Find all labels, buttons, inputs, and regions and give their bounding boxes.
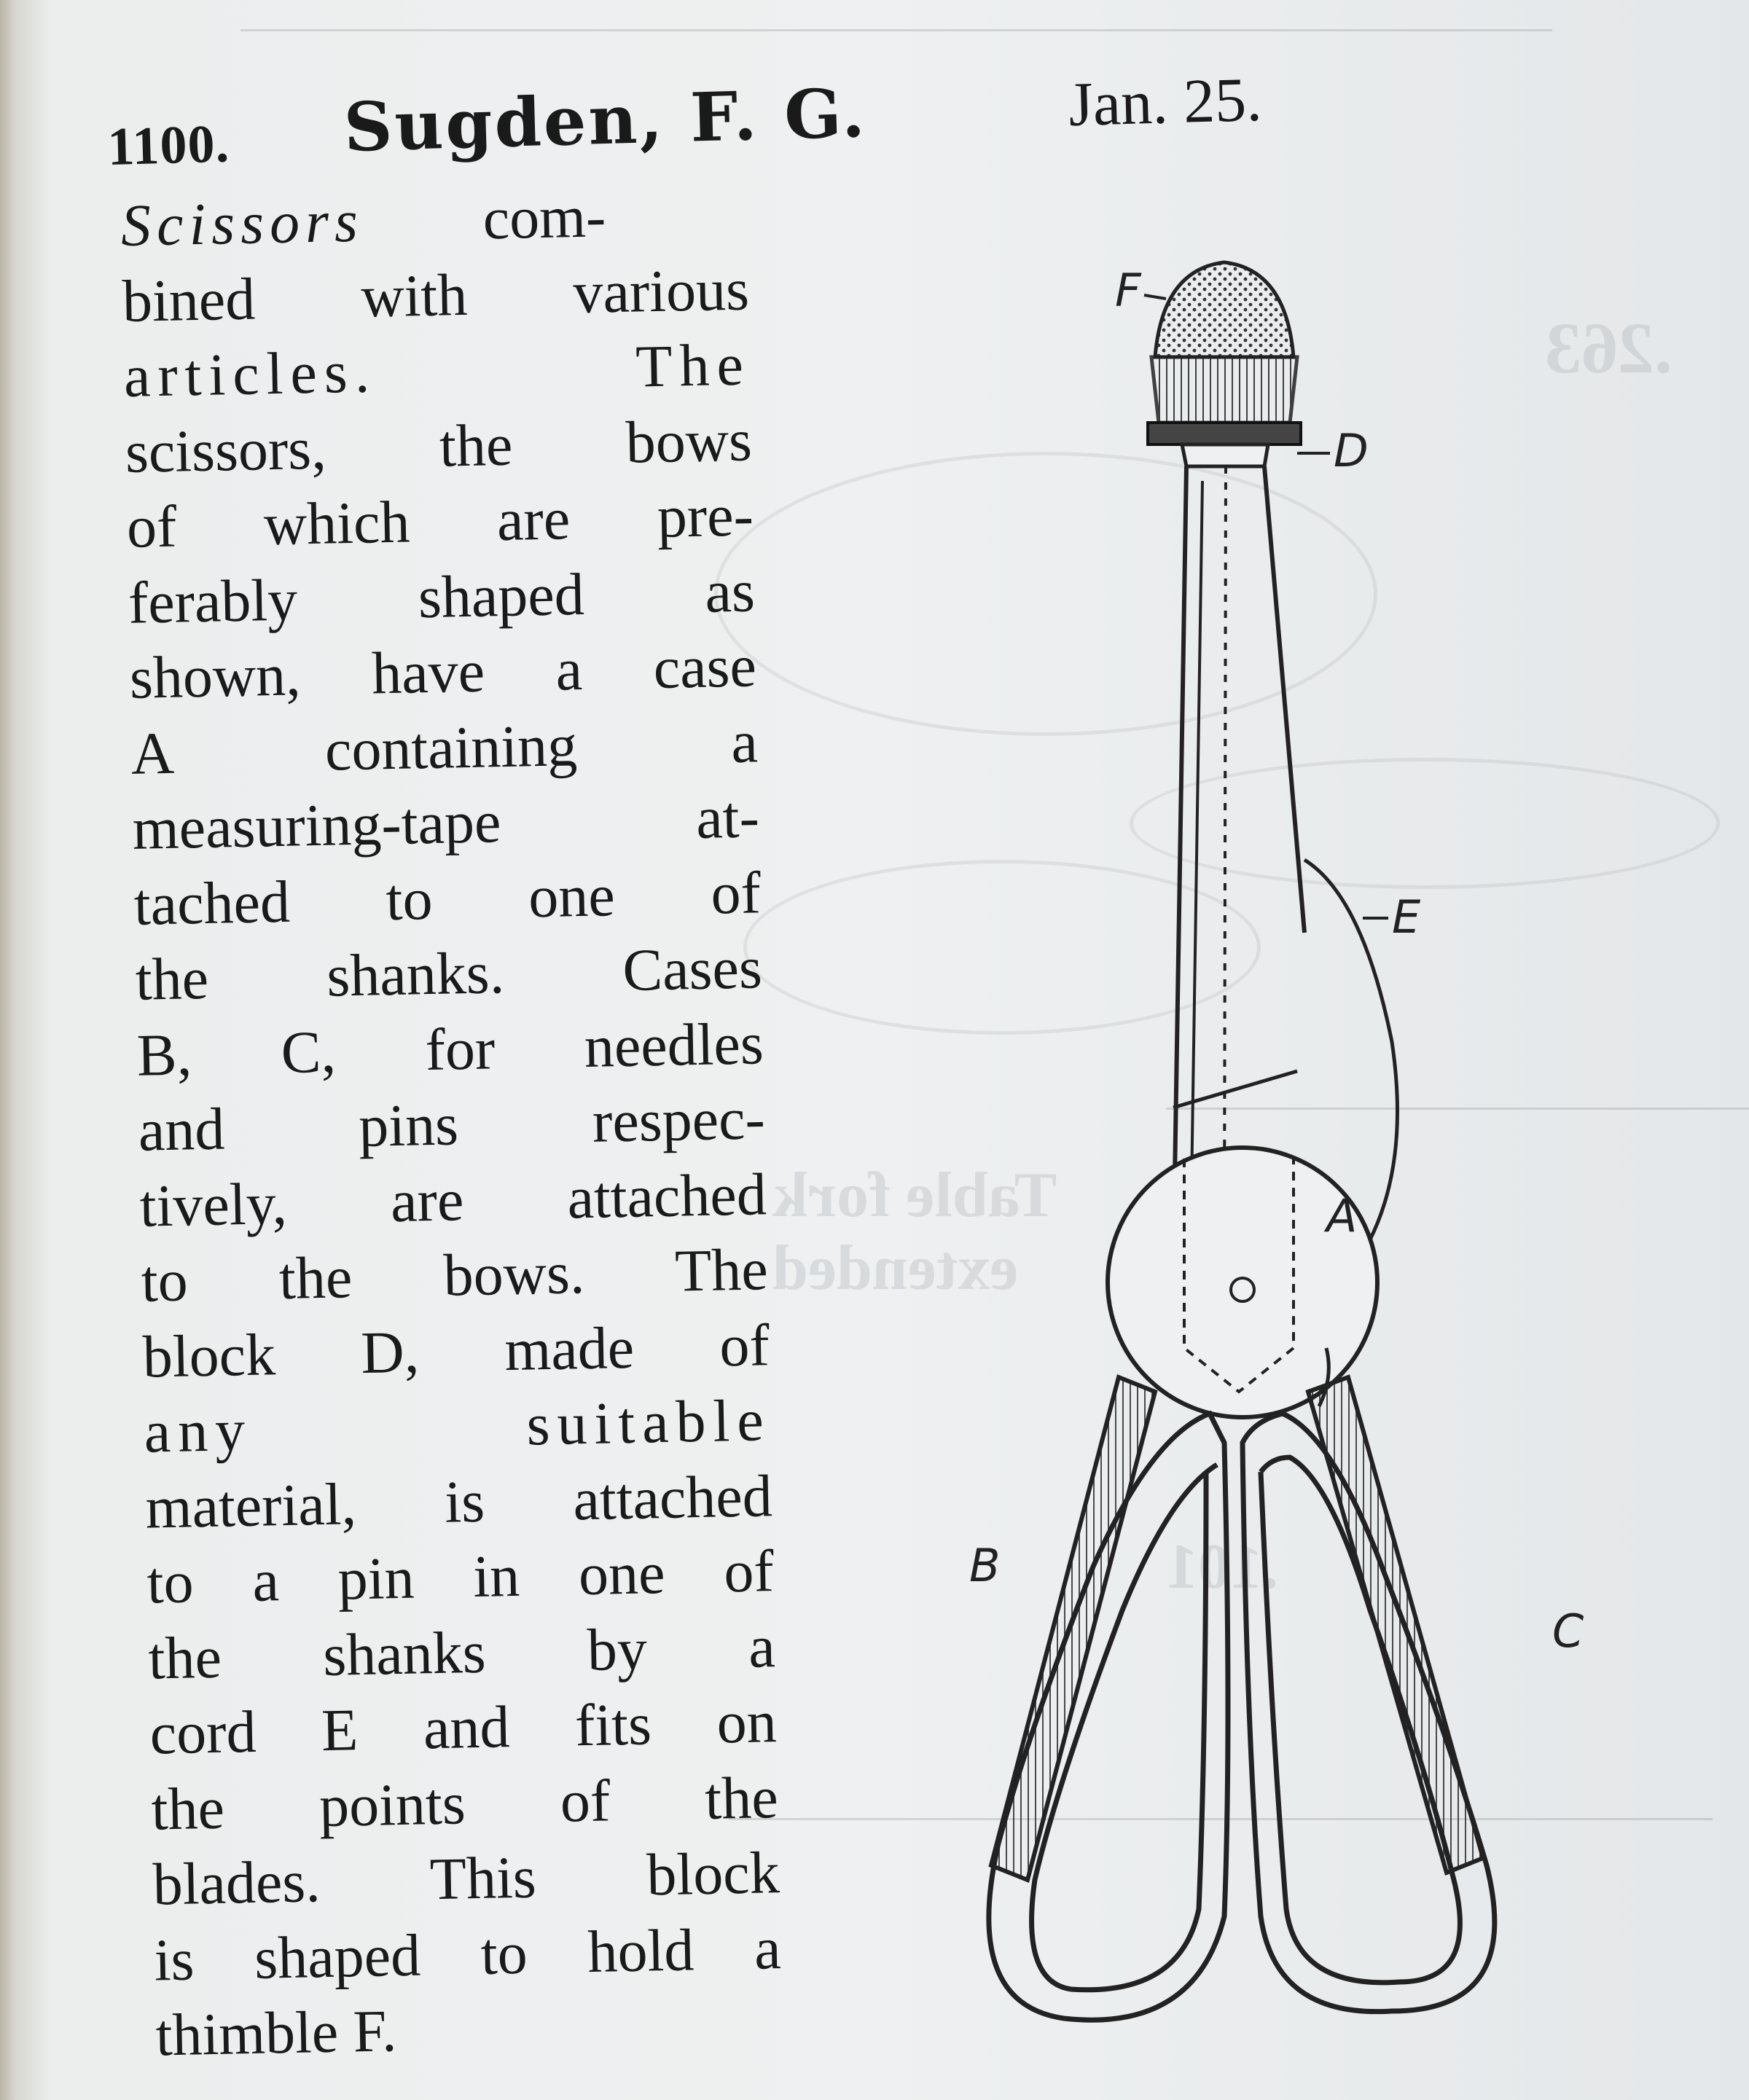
show-through-heading: .263 [1545, 307, 1672, 388]
first-line-rest: com- [482, 183, 607, 252]
case-a [1108, 1148, 1377, 1417]
pin-case-c [1308, 1377, 1483, 1873]
patent-number: 1100. [106, 114, 231, 178]
text-line: scissors, the bows [125, 406, 753, 485]
text-line: blades. This block [152, 1839, 780, 1918]
text-line: measuring-tape at- [132, 783, 760, 862]
text-line: tached to one of [133, 858, 762, 938]
text-line: bined with various [122, 255, 750, 334]
text-line: block D, made of [141, 1311, 770, 1390]
text-line: the points of the [150, 1763, 779, 1843]
label-d: D [1334, 424, 1369, 477]
needle-case-b [991, 1377, 1155, 1880]
text-line: to the bows. The [140, 1236, 769, 1315]
patent-date: Jan. 25. [1068, 63, 1263, 140]
abstract-text [120, 176, 783, 2073]
text-line: is shaped to hold a [153, 1914, 782, 1994]
text-line: thimble F. [154, 1997, 398, 2069]
text-line: ferably shaped as [128, 557, 756, 636]
text-line: A containing a [130, 708, 759, 787]
leader-f [1144, 295, 1166, 299]
text-line: articles. The [123, 331, 751, 410]
text-line: tively, are attached [138, 1160, 767, 1239]
text-line: B, C, for needles [136, 1009, 764, 1089]
label-f: F [1115, 264, 1141, 317]
show-through-line-1: Table fork [772, 1160, 1057, 1231]
text-line: cord E and fits on [149, 1688, 778, 1767]
show-through-line-2: extended [772, 1233, 1019, 1304]
text-line [120, 176, 748, 263]
show-through-line-3: .101 [1166, 1532, 1278, 1602]
text-line: of which are pre- [126, 482, 754, 560]
label-e: E [1392, 890, 1421, 944]
text-line: the shanks by a [147, 1613, 776, 1692]
text-line: to a pin in one of [146, 1537, 775, 1616]
label-b: B [969, 1539, 1001, 1592]
text-line: the shanks. Cases [134, 934, 763, 1013]
scissors-illustration [911, 240, 1640, 2062]
scissors-word: Scissors [120, 187, 364, 259]
label-a: A [1326, 1189, 1358, 1242]
text-line: any suitable [143, 1387, 772, 1465]
text-line: and pins respec- [137, 1085, 766, 1164]
text-line: shown, have a case [129, 632, 757, 711]
thimble-f [1148, 262, 1301, 444]
label-c: C [1552, 1605, 1584, 1658]
block-d [1182, 444, 1268, 466]
patentee-name: Sugden, F. G. [343, 73, 869, 167]
text-line: material, is attached [144, 1462, 773, 1541]
